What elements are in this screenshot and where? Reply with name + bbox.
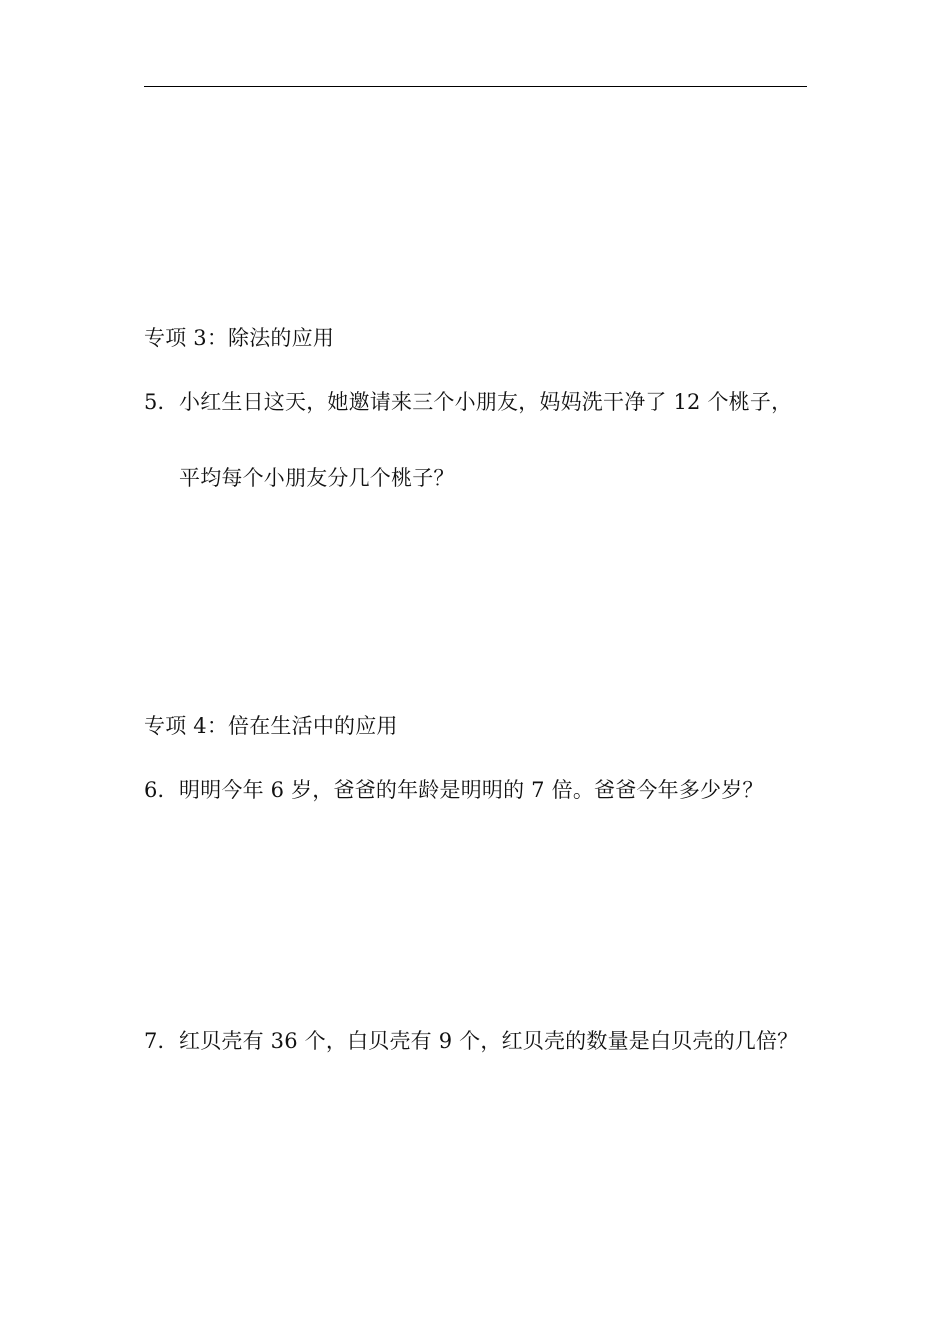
- question-5-line-1: [144, 389, 792, 415]
- question-text: 小红生日这天，她邀请来三个小朋友，妈妈洗干净了 12 个桃子，: [179, 390, 793, 414]
- header-rule: [144, 86, 807, 87]
- question-number: 5．: [144, 390, 179, 414]
- section-heading-3: 专项 3：除法的应用: [144, 326, 335, 350]
- question-number: 7．: [144, 1029, 179, 1053]
- question-5-line-2: 平均每个小朋友分几个桃子？: [179, 466, 455, 490]
- section-heading-4: 专项 4：倍在生活中的应用: [144, 714, 398, 738]
- question-7: [144, 1028, 798, 1054]
- question-text: 红贝壳有 36 个，白贝壳有 9 个，红贝壳的数量是白贝壳的几倍？: [179, 1029, 799, 1053]
- question-6: [144, 777, 764, 803]
- question-number: 6．: [144, 778, 179, 802]
- question-text: 明明今年 6 岁，爸爸的年龄是明明的 7 倍。爸爸今年多少岁？: [179, 778, 764, 802]
